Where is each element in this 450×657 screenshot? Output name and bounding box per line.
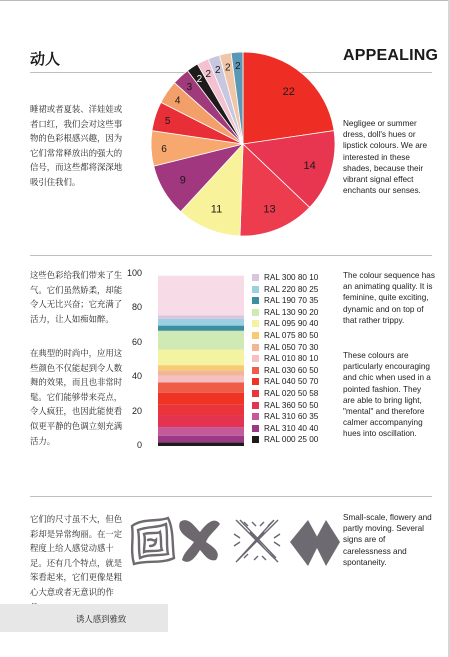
y-tick-label: 20 bbox=[131, 405, 142, 416]
legend-item bbox=[252, 307, 342, 319]
section2-en-text-a: The colour sequence has an animating quality. It is feminine, quite exciting, dynamic and on top of that rather trippy. bbox=[343, 271, 435, 325]
bar-segment bbox=[158, 365, 244, 370]
footer-caption: 诱人感到雅致 bbox=[76, 614, 127, 624]
legend-label: RAL 300 80 10 bbox=[264, 273, 319, 282]
legend-label: RAL 095 90 40 bbox=[264, 319, 319, 329]
bar-segment bbox=[158, 443, 244, 446]
double-diamond-icon bbox=[290, 520, 340, 566]
legend-swatch bbox=[252, 413, 259, 420]
legend-label: RAL 020 50 58 bbox=[264, 388, 319, 398]
legend-swatch bbox=[252, 355, 259, 362]
scribble-square-icon bbox=[132, 518, 174, 564]
legend-item bbox=[252, 388, 342, 400]
legend-item bbox=[252, 353, 342, 365]
y-tick-label: 0 bbox=[136, 440, 142, 450]
pie-slice-label: 6 bbox=[161, 143, 167, 155]
section-divider-2 bbox=[30, 496, 432, 497]
legend-item bbox=[252, 330, 342, 342]
bar-segment bbox=[158, 393, 244, 405]
legend-label: RAL 360 50 50 bbox=[264, 400, 319, 410]
pie-slice-label: 22 bbox=[282, 86, 295, 99]
y-tick-label: 100 bbox=[126, 268, 142, 278]
pie-slice-label: 4 bbox=[174, 95, 181, 107]
bar-segment bbox=[158, 315, 244, 318]
legend-swatch bbox=[252, 425, 259, 432]
legend-swatch bbox=[252, 332, 259, 339]
footer-bar bbox=[0, 604, 168, 632]
legend-swatch bbox=[252, 402, 259, 409]
legend-label: RAL 010 80 10 bbox=[264, 354, 319, 364]
bar-segment bbox=[158, 350, 244, 365]
legend-item bbox=[252, 423, 342, 435]
pie-slice-label: 2 bbox=[235, 61, 241, 73]
section2-zh-text-b: 在典型的时尚中，应用这些颜色不仅能起到令人数舞的效果，而且也非常时髦。它们能够带来亮点，令人疯狂，也因此能使看似更平静的色调立刻充满活力。 bbox=[30, 348, 123, 446]
legend-item bbox=[252, 434, 342, 446]
legend-swatch bbox=[252, 274, 259, 281]
bar-segment bbox=[158, 375, 244, 382]
legend-label: RAL 075 80 50 bbox=[264, 330, 319, 340]
section2-en-text-b: These colours are particularly encouraging and chic when used in a pointed fashion. They are able to bring light, "mental" and therefore calmer accompanying hues into oscillation. bbox=[343, 351, 431, 439]
pie-slice-label: 2 bbox=[196, 73, 203, 85]
legend-swatch bbox=[252, 367, 259, 374]
legend-item bbox=[252, 376, 342, 388]
bar-segment bbox=[158, 319, 244, 326]
legend-item bbox=[252, 411, 342, 423]
bar-segment bbox=[158, 427, 244, 436]
bar-segment bbox=[158, 276, 244, 316]
legend-swatch bbox=[252, 344, 259, 351]
section-divider-1 bbox=[30, 255, 432, 256]
legend-item bbox=[252, 284, 342, 296]
legend-label: RAL 310 40 40 bbox=[264, 423, 319, 433]
top-border bbox=[0, 0, 450, 1]
bar-segment bbox=[158, 405, 244, 415]
bar-legend bbox=[252, 272, 342, 446]
legend-item bbox=[252, 318, 342, 330]
y-tick-label: 40 bbox=[131, 371, 142, 382]
y-tick-label: 60 bbox=[131, 336, 142, 347]
legend-swatch bbox=[252, 286, 259, 293]
zh-title: 动人 bbox=[30, 50, 61, 68]
section2-zh-text-a: 这些色彩给我们带来了生气。它们虽然娇柔，却能令人无比兴奋；它充满了活力，让人如痴如醉。 bbox=[30, 270, 123, 324]
legend-item bbox=[252, 295, 342, 307]
legend-swatch bbox=[252, 436, 259, 443]
pie-slice-label: 2 bbox=[205, 68, 212, 80]
pie-slice-label: 3 bbox=[186, 81, 193, 93]
legend-label: RAL 130 90 20 bbox=[264, 307, 319, 317]
pattern-icons bbox=[128, 512, 340, 574]
stitch-cross-icon bbox=[234, 520, 280, 562]
legend-label: RAL 000 25 00 bbox=[264, 435, 319, 445]
legend-label: RAL 040 50 70 bbox=[264, 377, 319, 387]
legend-swatch bbox=[252, 297, 259, 304]
bar-segment bbox=[158, 436, 244, 443]
bar-segment bbox=[158, 370, 244, 375]
pie-chart bbox=[143, 44, 343, 244]
pie-slice-label: 11 bbox=[210, 203, 223, 216]
legend-label: RAL 030 60 50 bbox=[264, 365, 319, 375]
legend-label: RAL 220 80 25 bbox=[264, 284, 319, 294]
section1-zh-text: 睡裙或者夏装、洋娃娃或者口红，我们会对这些事物的色彩根感兴趣，因为它们常常释放出的强大的信号，而这些都将深深地吸引住我们。 bbox=[30, 104, 123, 187]
pie-slice-label: 5 bbox=[164, 116, 171, 128]
bar-segment bbox=[158, 382, 244, 392]
section1-en-text: Negligee or summer dress, doll's hues or lipstick colours. We are interested in these shades, because their vibrant signal effect enchants our senses. bbox=[343, 119, 428, 196]
pie-slice-label: 2 bbox=[224, 62, 231, 74]
pie-slice-label: 2 bbox=[215, 64, 221, 76]
legend-swatch bbox=[252, 309, 259, 316]
section3-zh-text: 它们的尺寸虽不大，但色彩却是异常绚丽。在一定程度上给人感觉动感十足。还有几个特点，就是笨看起来，它们更像是粗心大意或者无意识的作 bbox=[30, 514, 123, 597]
bar-segment bbox=[158, 326, 244, 331]
legend-swatch bbox=[252, 390, 259, 397]
legend-swatch bbox=[252, 320, 259, 327]
legend-item bbox=[252, 272, 342, 284]
section3-en-text: Small-scale, flowery and partly moving. Several signs are of carelessness and spontaneity. bbox=[343, 513, 432, 567]
en-title: APPEALING bbox=[343, 47, 439, 64]
legend-item bbox=[252, 400, 342, 412]
flower-x-icon bbox=[179, 520, 220, 562]
legend-label: RAL 190 70 35 bbox=[264, 296, 319, 306]
legend-item bbox=[252, 342, 342, 354]
legend-label: RAL 050 70 30 bbox=[264, 342, 319, 352]
legend-label: RAL 310 60 35 bbox=[264, 412, 319, 422]
legend-item bbox=[252, 365, 342, 377]
pie-slice-label: 14 bbox=[303, 160, 316, 173]
bar-segment bbox=[158, 331, 244, 350]
y-tick-label: 80 bbox=[131, 302, 142, 313]
pie-slice-label: 13 bbox=[263, 203, 276, 216]
bar-segment bbox=[158, 415, 244, 427]
pie-slice-label: 9 bbox=[179, 174, 186, 187]
legend-swatch bbox=[252, 378, 259, 385]
